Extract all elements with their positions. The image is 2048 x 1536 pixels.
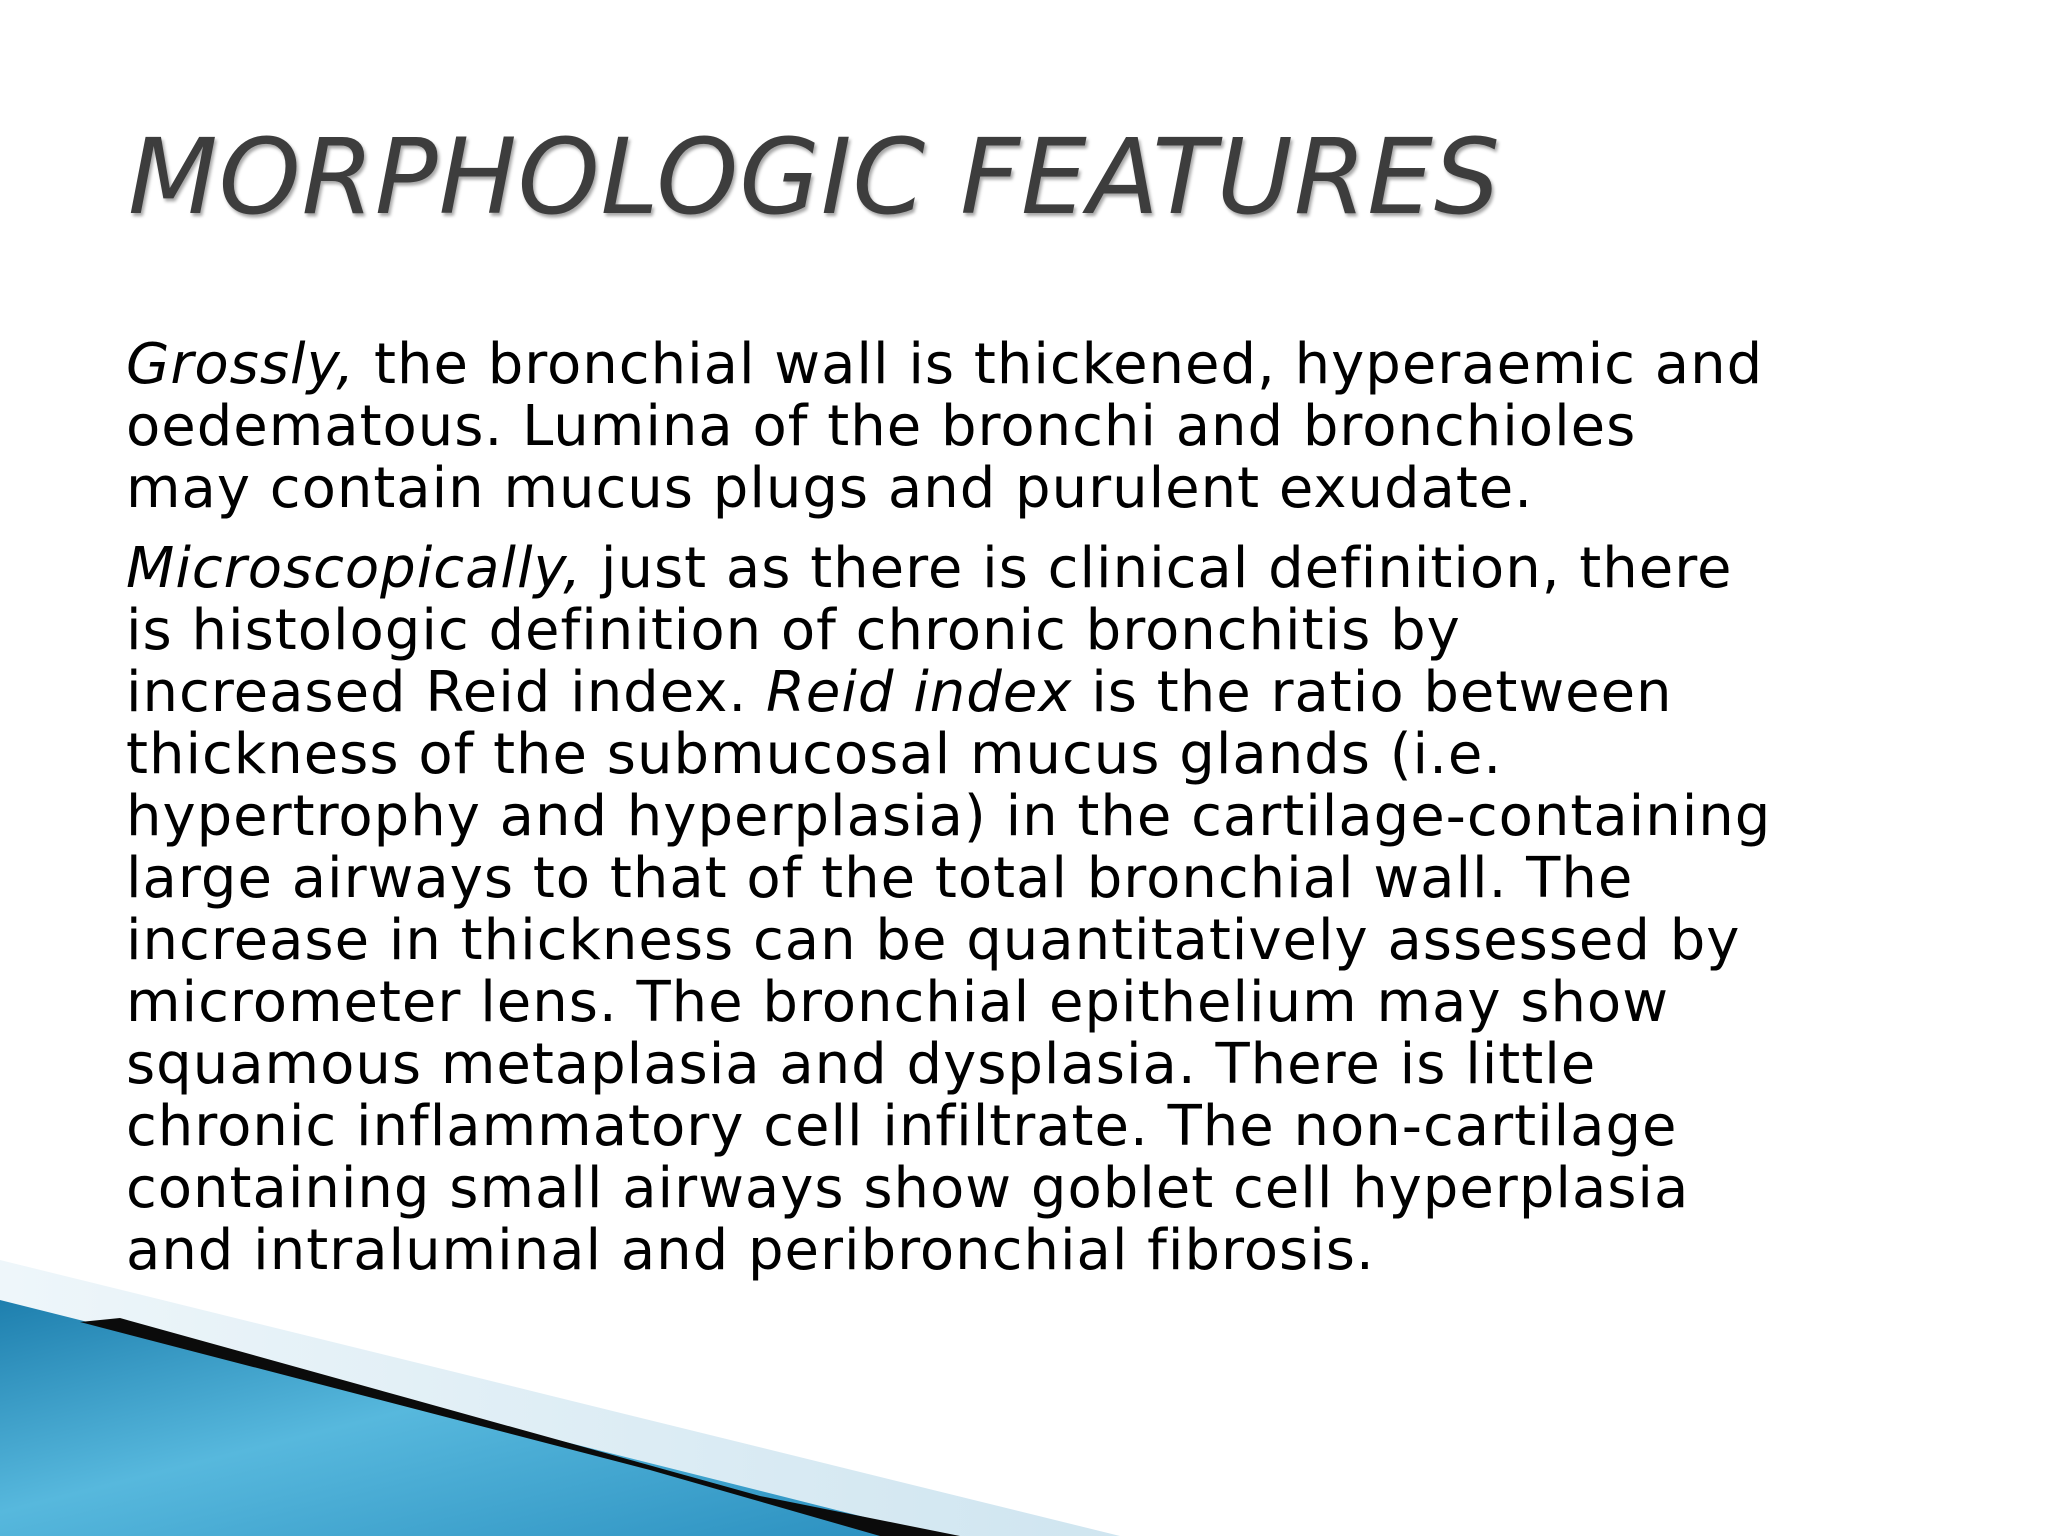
- text-line: [126, 538, 2026, 600]
- text-fragment: is the ratio between: [1072, 660, 1673, 725]
- text-line: thickness of the submucosal mucus glands (i.e.: [126, 722, 1503, 787]
- text-line: micrometer lens. The bronchial epithelium may show: [126, 970, 1669, 1035]
- text-fragment: just as there is clinical definition, there: [582, 536, 1733, 601]
- paragraph-grossly: [126, 334, 2026, 520]
- text-line: is histologic definition of chronic bronchitis by: [126, 598, 1461, 663]
- lead-term-microscopically: Microscopically,: [126, 536, 583, 601]
- text-line: large airways to that of the total bronchial wall. The: [126, 846, 1634, 911]
- slide-title: MORPHOLOGIC FEATURES: [128, 116, 1501, 238]
- text-line: and intraluminal and peribronchial fibrosis.: [126, 1218, 1375, 1283]
- text-line: chronic inflammatory cell infiltrate. The non-cartilage: [126, 1094, 1678, 1159]
- text-line: [126, 662, 2026, 724]
- slide-body: [126, 334, 2026, 1300]
- text-line: may contain mucus plugs and purulent exudate.: [126, 456, 1534, 521]
- text-line: increase in thickness can be quantitatively assessed by: [126, 908, 1741, 973]
- text-line: [126, 334, 2026, 396]
- text-line: containing small airways show goblet cell hyperplasia: [126, 1156, 1690, 1221]
- text-fragment: the bronchial wall is thickened, hyperaemic and: [355, 332, 1764, 397]
- text-fragment: increased Reid index.: [126, 660, 766, 725]
- text-line: squamous metaplasia and dysplasia. There is little: [126, 1032, 1597, 1097]
- paragraph-microscopically: [126, 538, 2026, 1282]
- decorative-swoosh: [0, 1260, 2048, 1536]
- text-line: oedematous. Lumina of the bronchi and bronchioles: [126, 394, 1637, 459]
- lead-term-grossly: Grossly,: [126, 332, 356, 397]
- reid-index-term: Reid index: [765, 660, 1073, 725]
- text-line: hypertrophy and hyperplasia) in the cartilage-containing: [126, 784, 1772, 849]
